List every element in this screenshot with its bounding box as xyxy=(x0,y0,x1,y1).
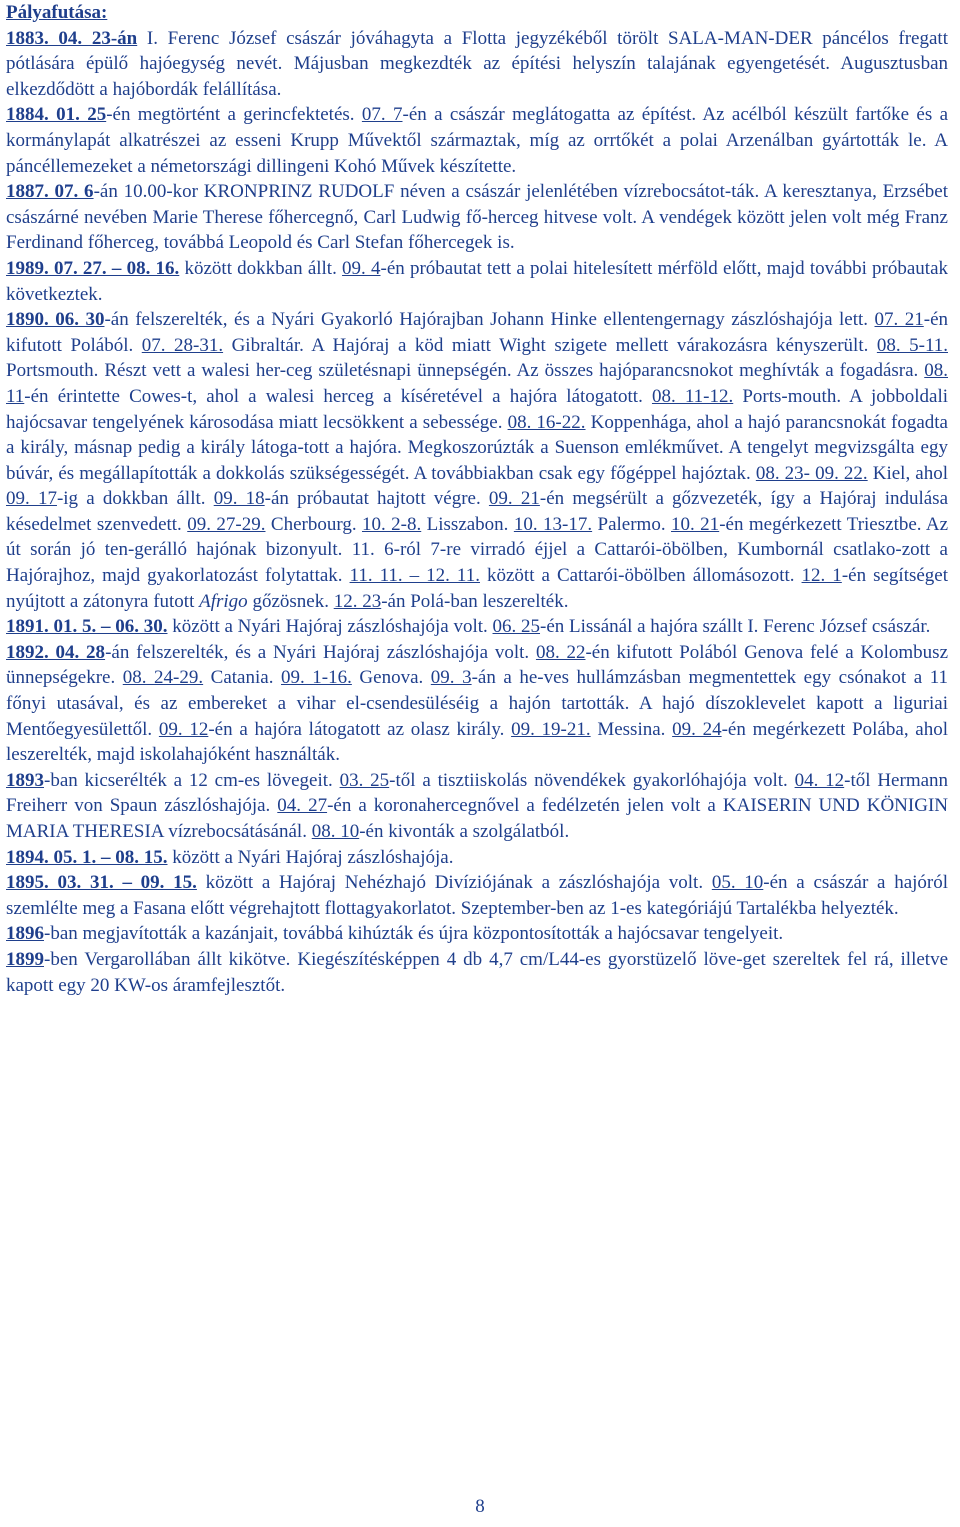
paragraph xyxy=(6,102,948,179)
text-run: között a Nyári Hajóraj zászlóshajója. xyxy=(167,846,454,868)
text-run: Koppenhága, ahol a hajó parancsnokát fogadta a király, másnap pedig a király látoga-tott a hajóra. Megkoszorúzták a Suenson emlékművet. A tengelyt megvizsgálta egy búvár, és megállapították a dokkolás szükségességét. A továbbiakban csak egy főgéppel hajóztak. xyxy=(6,411,948,484)
date-reference: 12. 23 xyxy=(333,590,382,612)
date-reference: 09. 3 xyxy=(430,667,472,689)
date-reference: 09. 18 xyxy=(213,488,265,510)
date-reference: 05. 10 xyxy=(711,872,764,894)
text-run: -ban kicserélték a 12 cm-es lövegeit. xyxy=(44,769,340,791)
text-run: Portsmouth. Részt vett a walesi her-ceg születésnapi ünnepségén. Az összes hajóparancsnokot meghívták a fogadásra. xyxy=(6,360,925,382)
date-reference: 09. 17 xyxy=(6,488,57,510)
text-run: -ban megjavították a kazánjait, továbbá kihúzták és újra központosították a hajócsavar tengelyeit. xyxy=(44,923,784,945)
paragraph xyxy=(6,947,948,998)
date-reference: 03. 25 xyxy=(339,769,390,791)
document-body xyxy=(6,26,948,999)
date-heading: 1887. 07. 6 xyxy=(6,181,94,203)
text-run: -án 10.00-kor KRONPRINZ RUDOLF néven a császár jelenlétében vízrebocsátot-ták. A keresztanya, Erzsébet császárné nevében Marie Therese főhercegnő, Carl Ludwig fő-herceg hitvese volt. A vendégek között jelen volt még Franz Ferdinand főherceg, továbbá Leopold és Carl Stefan főhercegek is. xyxy=(6,181,948,254)
text-run: -én a császár a hajóról szemlélte meg a Fasana előtt végrehajtott flottagyakorlatot. Szeptember-ben az 1-es kategóriájú Tartalékba helyezték. xyxy=(6,872,949,919)
text-run: -én kifutott Polából. xyxy=(6,309,949,356)
date-heading: 1896 xyxy=(6,923,44,945)
date-reference: 11. 11. – 12. 11. xyxy=(349,565,480,587)
text-run: -én próbautat tett a polai hitelesített mérföld előtt, majd további próbautak következtek. xyxy=(6,257,949,305)
text-run: Lisszabon. xyxy=(421,513,514,535)
date-reference: 08. 11 xyxy=(6,360,948,407)
date-reference: 08. 22 xyxy=(535,641,586,663)
date-heading: 1891. 01. 5. – 06. 30. xyxy=(6,616,168,638)
paragraph xyxy=(6,870,948,921)
date-reference: 07. 21 xyxy=(874,309,924,331)
date-heading: 1890. 06. 30 xyxy=(6,309,105,331)
text-run: -én kivonták a szolgálatból. xyxy=(359,821,570,842)
text-run: Kiel, ahol xyxy=(867,462,948,484)
date-reference: 09. 21 xyxy=(488,488,540,510)
text-run: -ig a dokkban állt. xyxy=(56,488,214,510)
paragraph xyxy=(6,26,948,103)
date-reference: 10. 13-17. xyxy=(513,513,593,535)
date-reference: 07. 28-31. xyxy=(141,334,224,356)
text-run: -án próbautat hajtott végre. xyxy=(264,488,489,510)
text-run: között a Cattarói-öbölben állomásozott. xyxy=(479,565,802,587)
text-run: -én segítséget nyújtott a zátonyra futott xyxy=(6,565,949,612)
date-heading: 1884. 01. 25 xyxy=(6,104,107,126)
text-run: -én megérkezett Triesztbe. Az út során jó ten-gerálló hajónak bizonyult. 11. 6-ról 7-re virradó éjjel a Cattarói-öbölben, Kumbornál csatlako-zott a Hajórajhoz, majd gyakorlatozást folytattak. xyxy=(6,513,949,587)
section-title: Pályafutása: xyxy=(6,2,108,23)
date-reference: 08. 16-22. xyxy=(507,411,586,433)
date-heading: 1894. 05. 1. – 08. 15. xyxy=(6,846,168,868)
date-heading: 1893 xyxy=(6,769,44,791)
text-run: -én a hajóra látogatott az olasz király. xyxy=(208,718,512,740)
paragraph xyxy=(6,307,948,614)
text-run: -án felszerelték, és a Nyári Gyakorló Hajórajban Johann Hinke ellentengernagy zászlóshajója lett. xyxy=(104,309,875,331)
date-reference: 08. 23- 09. 22. xyxy=(755,462,868,484)
text-run: -én Lissánál a hajóra szállt I. Ferenc József császár. xyxy=(540,616,931,638)
text-run: -án Polá-ban leszerelték. xyxy=(381,590,569,612)
text-run: Messina. xyxy=(590,718,673,740)
date-reference: 10. 2-8. xyxy=(361,513,422,535)
text-run: között a Nyári Hajóraj zászlóshajója volt. xyxy=(167,616,493,638)
text-run: Palermo. xyxy=(592,513,672,535)
text-run: Cherbourg. xyxy=(265,513,362,535)
text-run: -én kifutott Polából Genova felé a Kolombusz ünnepségekre. xyxy=(6,641,949,689)
text-run: -án a he-ves hullámzásban megmentettek egy csónakot a 11 főnyi utasával, és az embereket a vihar el-csendesüléséig a hajón tartották. A hajó díszoklevelet kapott a liguriai Mentőegyesülettől. xyxy=(6,667,948,740)
paragraph xyxy=(6,845,948,871)
text-run: -én megérkezett Polába, ahol leszerelték, majd iskolahajóként használták. xyxy=(6,718,949,766)
date-heading: 1892. 04. 28 xyxy=(6,641,106,663)
date-reference: 07. 7 xyxy=(361,104,403,126)
date-reference: 08. 11-12. xyxy=(651,385,734,407)
date-reference: 09. 19-21. xyxy=(511,718,591,740)
text-run: -én a koronahercegnővel a fedélzetén jelen volt a KAISERIN UND KÖNIGIN MARIA THERESIA vízrebocsátásánál. xyxy=(6,795,948,842)
ship-name: Afrigo xyxy=(199,590,248,612)
date-reference: 08. 24-29. xyxy=(122,667,204,689)
text-run: Catania. xyxy=(203,667,281,689)
paragraph xyxy=(6,614,948,640)
date-reference: 09. 12 xyxy=(158,718,209,740)
text-run: -én érintette Cowes-t, ahol a walesi herceg a kíséretével a hajóra látogatott. xyxy=(24,385,652,407)
page-number: 8 xyxy=(475,1496,485,1517)
date-reference: 09. 1-16. xyxy=(281,667,352,689)
date-reference: 09. 27-29. xyxy=(187,513,266,535)
text-run: -én a császár meglátogatta az építést. Az acélból készült fartőke és a kormánylapát alkatrészei az esseni Krupp Művektől származtak, míg az orrtőkét a polai Arzenálban gyártották le. A páncéllemezeket a németországi dillingeni Kohó Művek készítette. xyxy=(6,104,949,177)
text-run: Ports-mouth. A jobboldali hajócsavar tengelyének károsodása miatt lecsökkent a sebessége. xyxy=(6,385,949,433)
paragraph xyxy=(6,256,948,307)
date-heading: 1989. 07. 27. – 08. 16. xyxy=(6,257,180,279)
date-reference: 09. 24 xyxy=(672,718,722,740)
date-reference: 12. 1 xyxy=(801,565,842,587)
text-run: -ben Vergarollában állt kikötve. Kiegészítésképpen 4 db 4,7 cm/L44-es gyorstüzelő löve-get szereltek fel rá, illetve kapott egy 20 KW-os áramfejlesztőt. xyxy=(6,948,948,996)
paragraph xyxy=(6,921,948,947)
text-run: Genova. xyxy=(351,667,431,689)
text-run: között dokkban állt. xyxy=(179,257,343,279)
date-reference: 04. 27 xyxy=(277,795,328,817)
paragraph xyxy=(6,179,948,256)
text-run: között a Hajóraj Nehézhajó Divíziójának a zászlóshajója volt. xyxy=(196,872,712,894)
date-heading: 1899 xyxy=(6,948,44,970)
date-heading: 1895. 03. 31. – 09. 15. xyxy=(6,872,197,894)
text-run: -től a tisztiiskolás növendékek gyakorlóhajója volt. xyxy=(389,769,795,791)
date-reference: 06. 25 xyxy=(492,616,541,638)
date-reference: 09. 4 xyxy=(342,257,381,279)
date-reference: 08. 5-11. xyxy=(876,334,948,356)
paragraph xyxy=(6,768,948,845)
text-run: -án felszerelték, és a Nyári Hajóraj zászlóshajója volt. xyxy=(105,641,536,663)
text-run: -én megsérült a gőzvezeték, így a Hajóraj indulása késedelmet szenvedett. xyxy=(6,488,949,535)
date-reference: 08. 10 xyxy=(311,821,360,842)
text-run: -én megtörtént a gerincfektetés. xyxy=(106,104,362,126)
date-reference: 10. 21 xyxy=(671,513,720,535)
paragraph xyxy=(6,640,948,768)
text-run: -től Hermann Freiherr von Spaun zászlóshajója. xyxy=(6,769,949,817)
date-reference: 04. 12 xyxy=(794,769,845,791)
text-run: I. Ferenc József császár jóváhagyta a Flotta jegyzékéből törölt SALA-MAN-DER páncélos fregatt pótlására épülő hajóegység nevét. Májusban megkezdték az építési helyszín talajának egyengetését. Augusztusban elkezdődött a hajóbordák felállítása. xyxy=(6,27,948,100)
date-heading: 1883. 04. 23-án xyxy=(6,27,138,49)
text-run: Gibraltár. A Hajóraj a köd miatt Wight szigete mellett várakozásra kényszerült. xyxy=(223,334,877,356)
text-run: gőzösnek. xyxy=(247,590,334,612)
